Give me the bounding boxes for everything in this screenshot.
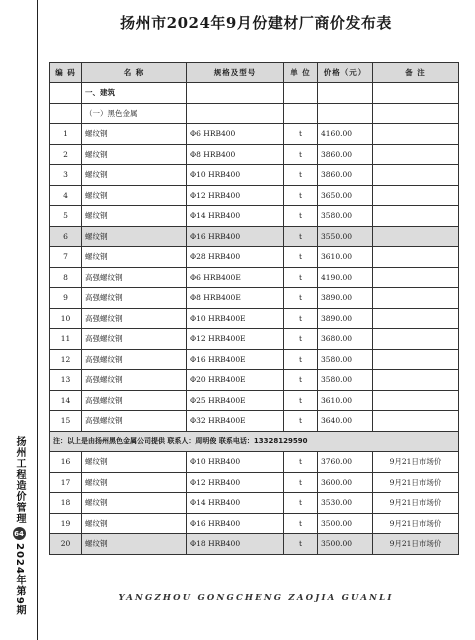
table-row: 10 高强螺纹钢 Φ10 HRB400E t 3890.00 xyxy=(50,308,459,329)
spine-issue: 2024年第9期 xyxy=(14,543,25,616)
table-row: 3 螺纹钢 Φ10 HRB400 t 3860.00 xyxy=(50,165,459,186)
table-row: 17 螺纹钢 Φ12 HRB400 t 3600.00 9月21日市场价 xyxy=(50,472,459,493)
section-row xyxy=(50,83,459,104)
table-row: 5 螺纹钢 Φ14 HRB400 t 3580.00 xyxy=(50,206,459,227)
subsection-row xyxy=(50,103,459,124)
spine-divider xyxy=(37,0,38,640)
table-row: 11 高强螺纹钢 Φ12 HRB400E t 3680.00 xyxy=(50,329,459,350)
table-row: 9 高强螺纹钢 Φ8 HRB400E t 3890.00 xyxy=(50,288,459,309)
page-title: 扬州市2024年9月份建材厂商价发布表 xyxy=(120,14,392,32)
table-row: 18 螺纹钢 Φ14 HRB400 t 3530.00 9月21日市场价 xyxy=(50,493,459,514)
table-row: 4 螺纹钢 Φ12 HRB400 t 3650.00 xyxy=(50,185,459,206)
section-title: 一、建筑 xyxy=(82,83,187,104)
table-row: 6 螺纹钢 Φ16 HRB400 t 3550.00 xyxy=(50,226,459,247)
table-row: 16 螺纹钢 Φ10 HRB400 t 3760.00 9月21日市场价 xyxy=(50,452,459,473)
table-row: 13 高强螺纹钢 Φ20 HRB400E t 3580.00 xyxy=(50,370,459,391)
journal-spine xyxy=(8,436,30,616)
journal-footer: YANGZHOU GONGCHENG ZAOJIA GUANLI xyxy=(118,593,394,603)
table-row: 14 高强螺纹钢 Φ25 HRB400E t 3610.00 xyxy=(50,390,459,411)
subsection-title: （一）黑色金属 xyxy=(82,103,187,124)
page-number-badge: 64 xyxy=(13,527,26,540)
header-no: 编 码 xyxy=(50,63,82,83)
header-spec: 规格及型号 xyxy=(187,63,284,83)
supplier-note: 注：以上是由扬州黑色金属公司提供 联系人：周明俊 联系电话：13328129590 xyxy=(50,431,459,452)
price-table xyxy=(49,62,459,555)
table-row: 8 高强螺纹钢 Φ6 HRB400E t 4190.00 xyxy=(50,267,459,288)
table-row: 20 螺纹钢 Φ18 HRB400 t 3500.00 9月21日市场价 xyxy=(50,534,459,555)
header-unit: 单 位 xyxy=(284,63,318,83)
table-row: 7 螺纹钢 Φ28 HRB400 t 3610.00 xyxy=(50,247,459,268)
table-row: 1 螺纹钢 Φ6 HRB400 t 4160.00 xyxy=(50,124,459,145)
table-row: 2 螺纹钢 Φ8 HRB400 t 3860.00 xyxy=(50,144,459,165)
table-row: 19 螺纹钢 Φ16 HRB400 t 3500.00 9月21日市场价 xyxy=(50,513,459,534)
header-remark: 备 注 xyxy=(373,63,459,83)
note-row xyxy=(50,431,459,452)
spine-journal-name: 扬州工程造价管理 xyxy=(14,436,25,524)
table-header-row xyxy=(50,63,459,83)
header-price: 价格（元） xyxy=(318,63,373,83)
table-row: 12 高强螺纹钢 Φ16 HRB400E t 3580.00 xyxy=(50,349,459,370)
header-name: 名 称 xyxy=(82,63,187,83)
table-row: 15 高强螺纹钢 Φ32 HRB400E t 3640.00 xyxy=(50,411,459,432)
